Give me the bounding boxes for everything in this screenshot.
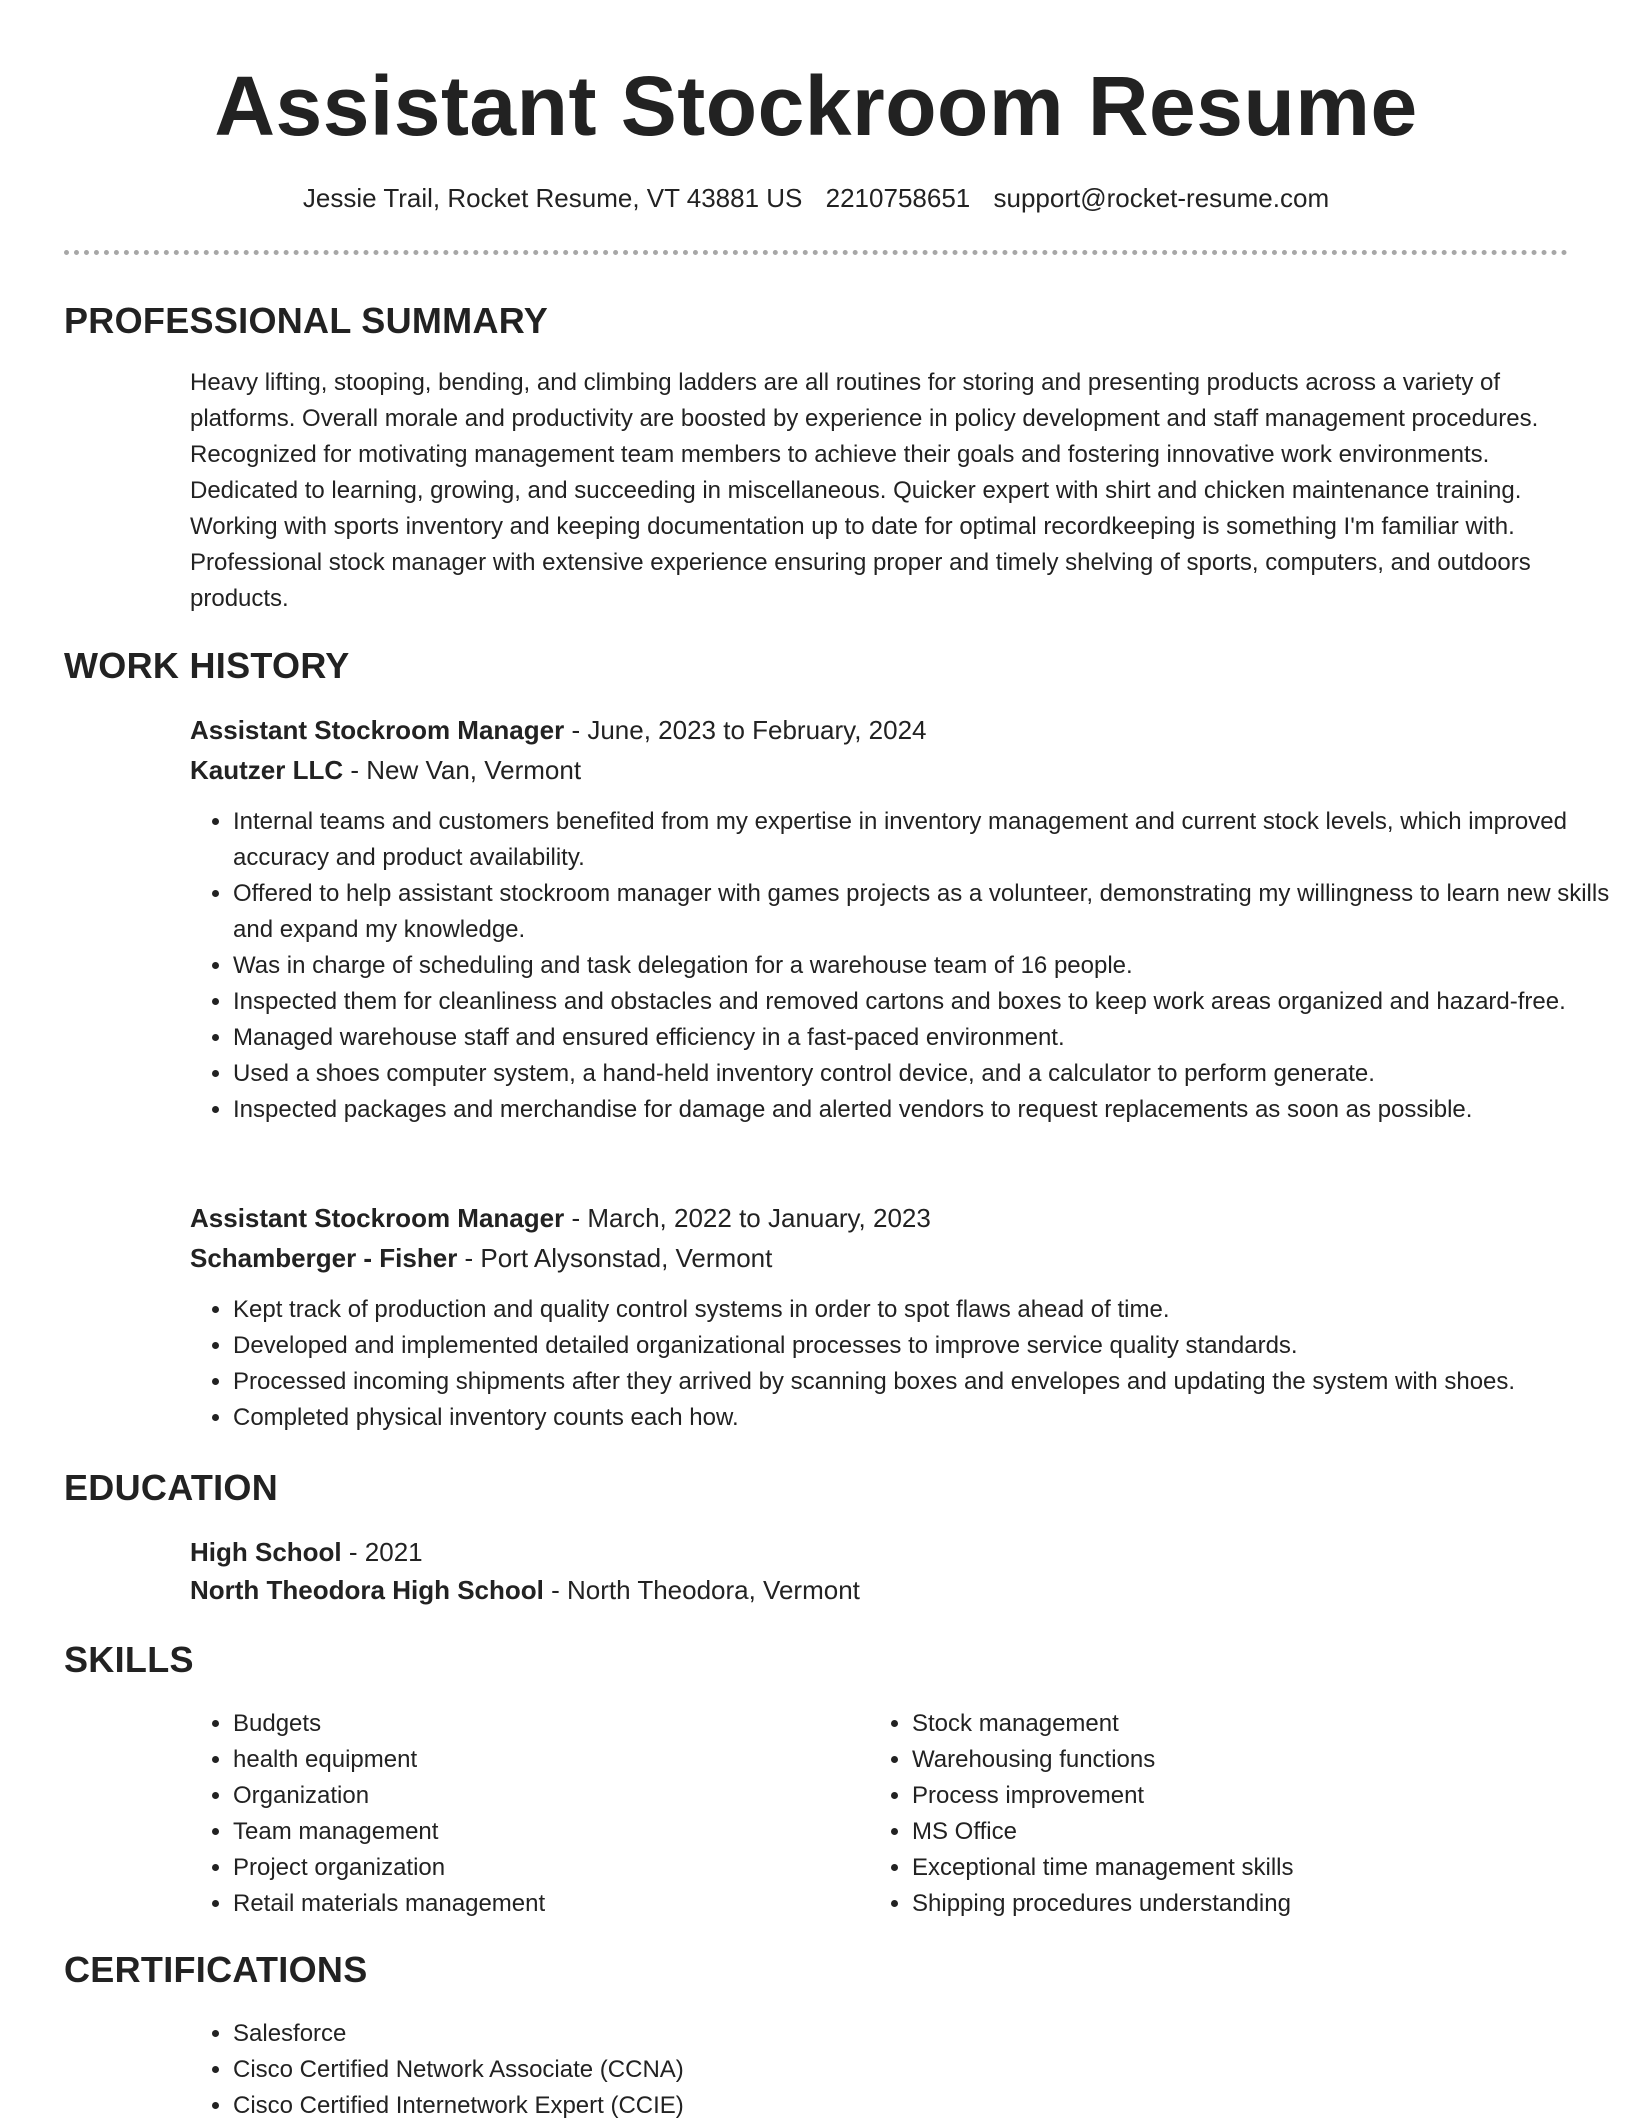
list-item: • Developed and implemented detailed organizational processes to improve service quality standards. (233, 1328, 1613, 1364)
job-1-location: - New Van, Vermont (343, 755, 582, 785)
list-item: • Internal teams and customers benefited from my expertise in inventory management and current stock levels, which improved accuracy and product availability. (233, 804, 1613, 876)
education-degree-line (190, 1534, 423, 1570)
work-history-heading: WORK HISTORY (64, 645, 350, 686)
job-1-company: Kautzer LLC (190, 755, 344, 785)
education-school: North Theodora High School (190, 1575, 544, 1605)
list-item: • Processed incoming shipments after they arrived by scanning boxes and envelopes and updating the system with shoes. (233, 1364, 1613, 1400)
summary-heading: PROFESSIONAL SUMMARY (64, 300, 549, 341)
skills-heading: SKILLS (64, 1639, 194, 1680)
education-degree: High School (190, 1537, 342, 1567)
skills-list-right (869, 1706, 1552, 1922)
contact-line (0, 180, 1632, 216)
job-2-title-line (190, 1200, 931, 1236)
contact-phone: 2210758651 (825, 183, 971, 213)
education-heading: EDUCATION (64, 1467, 279, 1508)
job-1-company-line (190, 752, 581, 788)
job-2-bullets (190, 1292, 1613, 1436)
list-item: • Stock management (912, 1706, 1552, 1742)
list-item: • Inspected packages and merchandise for damage and alerted vendors to request replacements as soon as possible. (233, 1092, 1613, 1128)
job-2-company: Schamberger - Fisher (190, 1243, 458, 1273)
list-item: • Completed physical inventory counts each how. (233, 1400, 1613, 1436)
contact-address: Jessie Trail, Rocket Resume, VT 43881 US (302, 183, 803, 213)
list-item: • MS Office (912, 1814, 1552, 1850)
list-item: • Managed warehouse staff and ensured efficiency in a fast-paced environment. (233, 1020, 1613, 1056)
list-item: • Project organization (233, 1850, 873, 1886)
list-item: • Cisco Certified Network Associate (CCNA) (233, 2052, 1613, 2088)
list-item: • Team management (233, 1814, 873, 1850)
job-1-title: Assistant Stockroom Manager (190, 715, 565, 745)
education-year: - 2021 (341, 1537, 423, 1567)
resume-title: Assistant Stockroom Resume (214, 59, 1418, 153)
certifications-heading: CERTIFICATIONS (64, 1949, 368, 1990)
list-item: • Process improvement (912, 1778, 1552, 1814)
list-item: • Salesforce (233, 2016, 1613, 2052)
list-item: • Cisco Certified Internetwork Expert (CCIE) (233, 2088, 1613, 2124)
certifications-list (190, 2016, 1613, 2124)
education-school-line (190, 1572, 860, 1608)
list-item: • Retail materials management (233, 1886, 873, 1922)
list-item: • Offered to help assistant stockroom manager with games projects as a volunteer, demonstrating my willingness to learn new skills and expand my knowledge. (233, 876, 1613, 948)
list-item: • Was in charge of scheduling and task delegation for a warehouse team of 16 people. (233, 948, 1613, 984)
job-1-title-line (190, 712, 927, 748)
list-item: • Inspected them for cleanliness and obstacles and removed cartons and boxes to keep work areas organized and hazard-free. (233, 984, 1613, 1020)
list-item: • Kept track of production and quality control systems in order to spot flaws ahead of time. (233, 1292, 1613, 1328)
job-2-title: Assistant Stockroom Manager (190, 1203, 565, 1233)
job-1-dates: - June, 2023 to February, 2024 (564, 715, 927, 745)
education-location: - North Theodora, Vermont (543, 1575, 860, 1605)
list-item: • Organization (233, 1778, 873, 1814)
summary-text: Heavy lifting, stooping, bending, and climbing ladders are all routines for storing and presenting products across a variety of platforms. Overall morale and productivity are boosted by experience in policy development and staff management procedures. Recognized for motivating management team members to achieve their goals and fostering innovative work environments. Dedicated to learning, growing, and succeeding in miscellaneous. Quicker expert with shirt and chicken maintenance training. Working with sports inventory and keeping documentation up to date for optimal recordkeeping is something I'm familiar with. Professional stock manager with extensive experience ensuring proper and timely shelving of sports, computers, and outdoors products. (190, 369, 1539, 612)
job-1-bullets (190, 804, 1613, 1128)
list-item: • Exceptional time management skills (912, 1850, 1552, 1886)
list-item: • health equipment (233, 1742, 873, 1778)
job-2-dates: - March, 2022 to January, 2023 (564, 1203, 931, 1233)
job-2-location: - Port Alysonstad, Vermont (457, 1243, 773, 1273)
job-2-company-line (190, 1240, 772, 1276)
list-item: • Warehousing functions (912, 1742, 1552, 1778)
list-item: • Budgets (233, 1706, 873, 1742)
list-item: • Shipping procedures understanding (912, 1886, 1552, 1922)
header-divider (64, 250, 1568, 255)
list-item: • Used a shoes computer system, a hand-held inventory control device, and a calculator to perform generate. (233, 1056, 1613, 1092)
skills-list-left (190, 1706, 873, 1922)
contact-email: support@rocket-resume.com (993, 183, 1330, 213)
